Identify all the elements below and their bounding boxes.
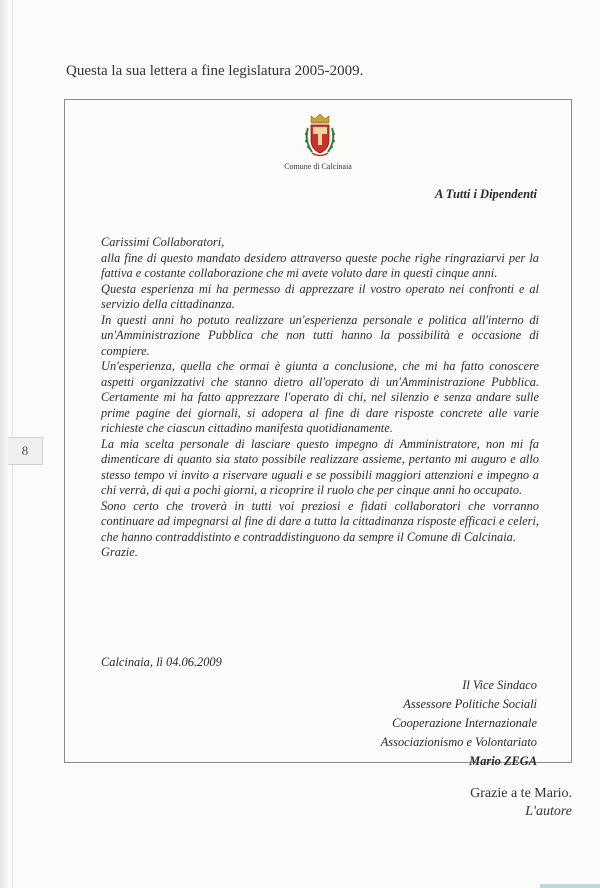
paragraph: alla fine di questo mandato desidero attraverso queste poche righe ringraziarvi per la fattiva e costante collaborazione che mi avete voluto dare in questi cinque anni. xyxy=(101,250,539,280)
paragraph: La mia scelta personale di lasciare questo impegno di Amministratore, non mi fa dimenticare di quanto sia stato possibile realizzare assieme, pertanto mi auguro e allo stesso tempo vi invito a riservare uguali e se possibili maggiori attenzioni e impegno a chi verrà, di qui a pochi giorni, a ricoprire il ruolo che per cinque anni ho occupato. xyxy=(101,436,539,497)
page-number: 8 xyxy=(21,443,29,458)
paragraph: Questa esperienza mi ha permesso di apprezzare il vostro operato nei confronti e al servizio della cittadinanza. xyxy=(101,281,539,311)
coat-of-arms-icon xyxy=(302,112,338,160)
paragraph: Un'esperienza, quella che ormai è giunta a conclusione, che mi ha fatto conoscere aspetti organizzativi che stanno dietro all'operato di un'Amministrazione Pubblica. Certamente mi ha fatto apprezzare l'operato di chi, nel silenzio e senza andare sulle prime pagine dei giornali, si adopera al fine di dare risposte concrete alle varie richieste che ciascun cittadino manifesta quotidianamente. xyxy=(101,359,539,435)
corner-band xyxy=(540,884,600,888)
signature-role: Assessore Politiche Sociali xyxy=(403,697,537,711)
letterhead-label: Comune di Calcinaia xyxy=(284,162,352,171)
letter-body xyxy=(101,235,539,561)
signature-role: Cooperazione Internazionale xyxy=(392,716,537,730)
signature-role: Il Vice Sindaco xyxy=(462,678,537,692)
paragraph: In questi anni ho potuto realizzare un'esperienza personale e politica all'interno di un'Amministrazione Pubblica che non tutti hanno la possibilità e occasione di compiere. xyxy=(101,312,539,358)
page-edge xyxy=(0,0,8,888)
closing: Grazie. xyxy=(101,545,138,559)
signature-role: Associazionismo e Volontariato xyxy=(380,735,537,749)
footer-thanks: Grazie a te Mario. xyxy=(470,786,572,801)
signature-block xyxy=(381,676,537,771)
intro-line: Questa la sua lettera a fine legislatura 2005-2009. xyxy=(66,63,364,79)
paragraph: Sono certo che troverà in tutti voi preziosi e fidati collaboratori che vorranno continuare ad impegnarsi al fine di dare a tutta la cittadinanza risposte efficaci e celeri, che hanno contraddistinto e contraddistinguono da sempre il Comune di Calcinaia. xyxy=(101,498,539,544)
addressee: A Tutti i Dipendenti xyxy=(435,187,537,201)
footer-author: L'autore xyxy=(525,804,572,819)
page-number-tab xyxy=(8,437,43,465)
place-date: Calcinaia, lì 04.06.2009 xyxy=(101,655,222,669)
greeting: Carissimi Collaboratori, xyxy=(101,235,225,249)
letter-frame xyxy=(64,99,572,768)
signature-name: Mario ZEGA xyxy=(469,754,537,768)
